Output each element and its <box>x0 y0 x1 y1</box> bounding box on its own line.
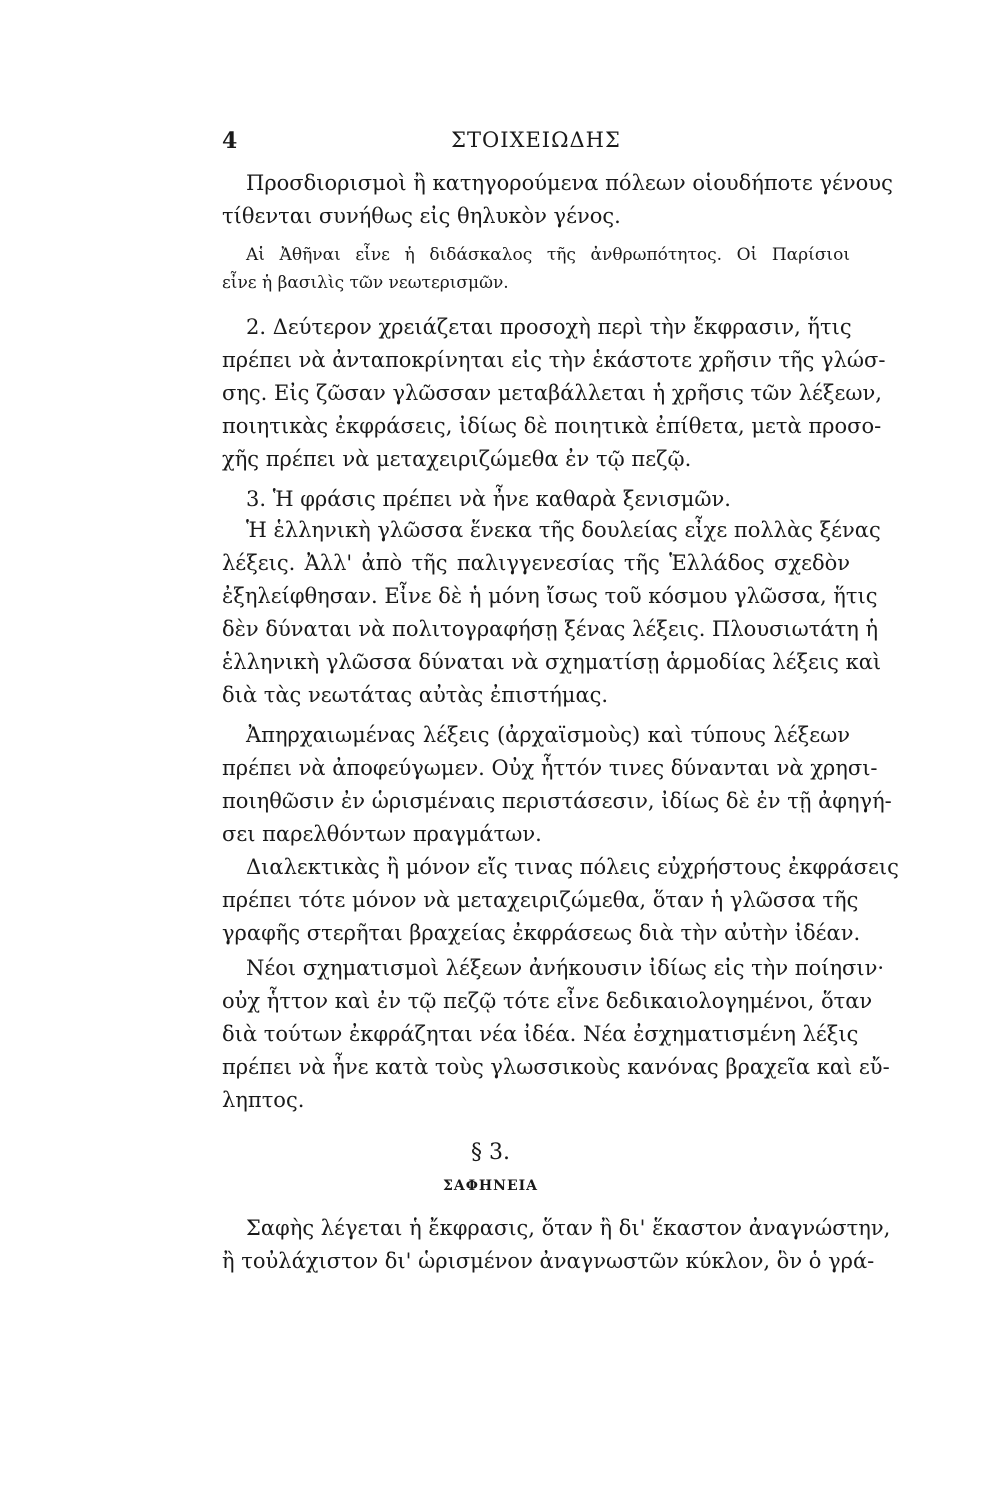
text-line: πρέπει νὰ ἦνε κατὰ τοὺς γλωσσικοὺς κανόνας βραχεῖα καὶ εὔ- <box>222 1055 890 1079</box>
text-line: Ἡ ἑλληνικὴ γλῶσσα ἕνεκα τῆς δουλείας εἶχε πολλὰς ξένας <box>246 518 881 542</box>
text-line: σει παρελθόντων πραγμάτων. <box>222 822 542 846</box>
text-line: σης. Εἰς ζῶσαν γλῶσσαν μεταβάλλεται ἡ χρῆσις τῶν λέξεων, <box>222 381 882 405</box>
text-line: τίθενται συνήθως εἰς θηλυκὸν γένος. <box>222 204 621 228</box>
text-line: λέξεις. Ἀλλ' ἀπὸ τῆς παλιγγενεσίας τῆς Ἑλλάδος σχεδὸν <box>222 551 850 575</box>
example-line: Αἱ Ἀθῆναι εἶνε ἡ διδάσκαλος τῆς ἀνθρωπότητος. Οἱ Παρίσιοι <box>246 245 850 265</box>
text-line: Σαφὴς λέγεται ἡ ἔκφρασις, ὅταν ἢ δι' ἕκαστον ἀναγνώστην, <box>246 1216 891 1240</box>
text-line: ποιηθῶσιν ἐν ὡρισμέναις περιστάσεσιν, ἰδίως δὲ ἐν τῇ ἀφηγή- <box>222 789 892 813</box>
text-line: πρέπει τότε μόνον νὰ μεταχειριζώμεθα, ὅταν ἡ γλῶσσα τῆς <box>222 888 859 912</box>
text-line: ποιητικὰς ἐκφράσεις, ἰδίως δὲ ποιητικὰ ἐπίθετα, μετὰ προσο- <box>222 414 882 438</box>
section-mark: § 3. <box>471 1140 510 1165</box>
numbered-heading: 3. Ἡ φράσις πρέπει νὰ ἦνε καθαρὰ ξενισμῶν. <box>246 487 731 511</box>
section-title: ΣΑΦΗΝΕΙΑ <box>442 1178 539 1194</box>
text-line: δὲν δύναται νὰ πολιτογραφήσῃ ξένας λέξεις. Πλουσιωτάτη ἡ <box>222 617 879 641</box>
running-title: ΣΤΟΙΧΕΙΩΔΗΣ <box>451 128 621 152</box>
text-line: ἐξηλείφθησαν. Εἶνε δὲ ἡ μόνη ἴσως τοῦ κόσμου γλῶσσα, ἥτις <box>222 584 878 608</box>
page-number: 4 <box>222 128 238 154</box>
text-line: ἢ τοὐλάχιστον δι' ὡρισμένον ἀναγνωστῶν κύκλον, ὃν ὁ γρά- <box>222 1249 875 1273</box>
text-line: ἑλληνικὴ γλῶσσα δύναται νὰ σχηματίσῃ ἁρμοδίας λέξεις καὶ <box>222 650 882 674</box>
page-header <box>222 128 850 158</box>
example-line: εἶνε ἡ βασιλὶς τῶν νεωτερισμῶν. <box>222 273 509 293</box>
text-line: Διαλεκτικὰς ἢ μόνον εἴς τινας πόλεις εὐχρήστους ἐκφράσεις <box>246 855 899 879</box>
text-line: χῆς πρέπει νὰ μεταχειριζώμεθα ἐν τῷ πεζῷ. <box>222 447 692 471</box>
text-line: 2. Δεύτερον χρειάζεται προσοχὴ περὶ τὴν ἔκφρασιν, ἥτις <box>246 315 852 339</box>
text-line: πρέπει νὰ ἀποφεύγωμεν. Οὐχ ἧττόν τινες δύνανται νὰ χρησι- <box>222 756 878 780</box>
text-line: Νέοι σχηματισμοὶ λέξεων ἀνήκουσιν ἰδίως εἰς τὴν ποίησιν· <box>246 956 885 980</box>
text-line: διὰ τούτων ἐκφράζηται νέα ἰδέα. Νέα ἐσχηματισμένη λέξις <box>222 1022 859 1046</box>
text-line: γραφῆς στερῆται βραχείας ἐκφράσεως διὰ τὴν αὐτὴν ἰδέαν. <box>222 921 861 945</box>
text-line: πρέπει νὰ ἀνταποκρίνηται εἰς τὴν ἑκάστοτε χρῆσιν τῆς γλώσ- <box>222 348 886 372</box>
text-line: ληπτος. <box>222 1088 305 1112</box>
text-line: Ἀπηρχαιωμένας λέξεις (ἀρχαϊσμοὺς) καὶ τύπους λέξεων <box>246 723 850 747</box>
text-line: διὰ τὰς νεωτάτας αὐτὰς ἐπιστήμας. <box>222 683 609 707</box>
text-line: οὐχ ἧττον καὶ ἐν τῷ πεζῷ τότε εἶνε δεδικαιολογημένοι, ὅταν <box>222 989 873 1013</box>
text-line: Προσδιορισμοὶ ἢ κατηγορούμενα πόλεων οἱουδήποτε γένους <box>246 171 893 195</box>
